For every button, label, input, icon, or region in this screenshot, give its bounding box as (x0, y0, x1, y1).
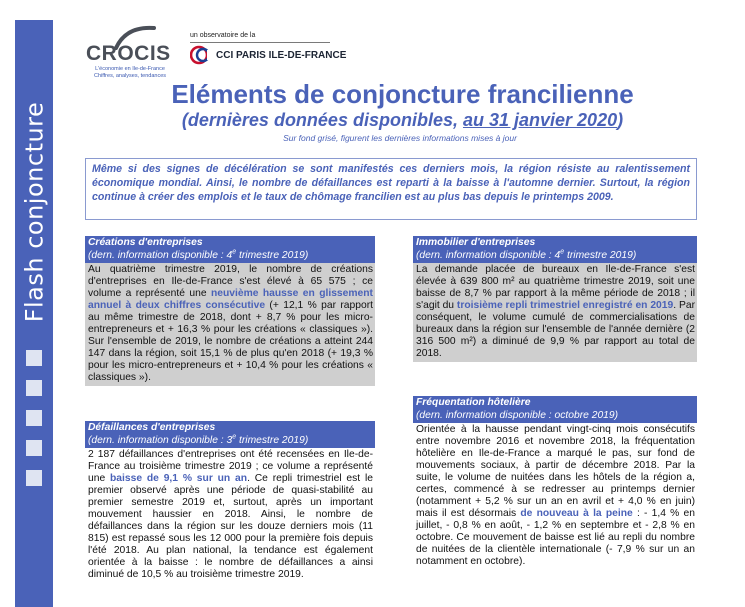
body-highlight: neuvième hausse en glissement annuel à deux chiffres consécutive (88, 288, 373, 311)
body-text-2: (+ 12,1 % par rapport au même trimestre de 2018, dont + 8,7 % pour les micro-entrepreneurs et + 16,3 % pour les créations « classiques »). Sur l'ensemble de 2019, le nombre de créations a atteint 244 147 dans la région, soit 15,1 % de plus qu'en 2018 (+ 19,3 % pour les micro-entrepreneurs et + 10,4 % pour les créations « classiques »). (88, 300, 373, 383)
section-subtitle (85, 434, 375, 448)
body-highlight: de nouveau à la peine (520, 508, 633, 519)
section-defaillances (85, 421, 375, 583)
sub-sup: e (232, 433, 237, 441)
section-body (85, 263, 375, 386)
grey-background-note: Sur fond grisé, figurent les dernières informations mises à jour (283, 133, 517, 143)
subtitle-prefix: (dernières données disponibles, (181, 110, 463, 130)
sub-prefix: (dern. information disponible : 3 (88, 435, 233, 446)
body-text-1: Orientée à la hausse pendant vingt-cinq mois consécutifs entre novembre 2016 et novembre 2018, la fréquentation hôtelière en Ile-de-France a marqué le pas, sur fond de mouvements sociaux, à partir de décembre 2018. Par la suite, le volume de nuitées dans les hôtels de la région a, certes, commencé à se redresser au printemps dernier (notamment + 5,2 % sur un an en avril et + 4,0 % en juin) mais il est désormais (416, 424, 695, 519)
section-title: Fréquentation hôtelière (413, 396, 697, 409)
body-text-1: 2 187 défaillances d'entreprises ont été recensées en Ile-de-France au troisième trimestre 2019 ; ce volume a représenté une (88, 449, 373, 484)
intro-summary: Même si des signes de décélération se sont manifestés ces derniers mois, la région résiste au ralentissement économique mondial. Ainsi, le nombre de défaillances est reparti à la baisse à l'automne dernier. Surtout, la région continue à créer des emplois et le taux de chômage francilien est au plus bas depuis le printemps 2009. (85, 158, 697, 220)
cci-logo (190, 45, 346, 65)
cci-mark-icon (190, 45, 212, 65)
crocis-wordmark: CROCIS (86, 42, 171, 65)
section-title: Défaillances d'entreprises (85, 421, 375, 434)
body-highlight: baisse de 9,1 % sur un an (110, 473, 248, 484)
sub-suffix: trimestre 2019) (236, 435, 309, 446)
section-title: Immobilier d'entreprises (413, 236, 697, 249)
cci-divider (190, 42, 330, 43)
crocis-tagline-line-1: L'économie en Ile-de-France (95, 66, 165, 72)
side-square-5 (26, 470, 42, 486)
sub-sup: e (560, 248, 565, 256)
side-title-wrap (15, 82, 53, 342)
side-square-4 (26, 440, 42, 456)
page-title: Eléments de conjoncture francilienne (171, 79, 634, 109)
section-title: Créations d'entreprises (85, 236, 375, 249)
section-hotellerie (413, 396, 697, 570)
subtitle-date: au 31 janvier 2020 (462, 110, 618, 130)
sub-sup: e (232, 248, 237, 256)
section-immobilier (413, 236, 697, 362)
section-body (413, 263, 697, 362)
cci-name: CCI PARIS ILE-DE-FRANCE (216, 49, 347, 61)
body-text-1: Au quatrième trimestre 2019, le nombre de créations d'entreprises en Ile-de-France s'est élevé à 65 575 ; ce volume a représenté une (88, 264, 373, 299)
section-subtitle: (dern. information disponible : octobre 2019) (413, 409, 697, 423)
page-subtitle (60, 110, 745, 131)
sub-suffix: trimestre 2019) (236, 250, 309, 261)
section-subtitle (85, 249, 375, 263)
side-square-2 (26, 380, 42, 396)
section-body (85, 448, 375, 583)
side-square-3 (26, 410, 42, 426)
side-square-1 (26, 350, 42, 366)
section-subtitle (413, 249, 697, 263)
body-text-2: . Par conséquent, le volume cumulé de commercialisations de bureaux dans la région sur l'ensemble de l'année dernière (2 316 500 m²) a diminué de 9,9 % par rapport au total de 2018. (416, 300, 695, 359)
side-title: Flash conjoncture (20, 101, 49, 323)
sub-suffix: trimestre 2019) (564, 250, 637, 261)
cci-prefix: un observatoire de la (190, 32, 256, 39)
sub-prefix: (dern. information disponible : 4 (416, 250, 561, 261)
body-text-2: : - 1,4 % en juillet, - 0,8 % en août, - 1,2 % en septembre et - 2,8 % en octobre. Ce mouvement de baisse est lié au repli du nombre de nuitées de la clientèle internationale (- 7,9 % sur un an notamment en octobre). (416, 508, 695, 567)
crocis-tagline-line-2: Chiffres, analyses, tendances (93, 73, 167, 79)
subtitle-suffix: ) (617, 110, 624, 130)
crocis-tagline (84, 66, 176, 80)
body-highlight: troisième repli trimestriel enregistré en 2019 (456, 300, 674, 311)
body-text-2: . Ce repli trimestriel est le premier observé après une période de quasi-stabilité au premier semestre 2019 et, surtout, après un important mouvement haussier en 2018. Ainsi, le nombre de défaillances dans la région sur les douze derniers mois (11 815) est repassé sous les 12 000 pour la première fois depuis l'été 2018. Au plan national, la tendance est également orientée à la baisse : le nombre de défaillances a ainsi diminué de 10,5 % au troisième trimestre 2019. (88, 473, 373, 580)
section-creations (85, 236, 375, 386)
side-banner (15, 20, 53, 607)
section-body (413, 423, 697, 570)
sub-prefix: (dern. information disponible : 4 (88, 250, 233, 261)
body-text-1: La demande placée de bureaux en Ile-de-France s'est élevée à 639 800 m² au quatrième trimestre 2019, soit une baisse de 8,7 % par rapport à la même période de 2018 ; il s'agit du (416, 264, 695, 311)
